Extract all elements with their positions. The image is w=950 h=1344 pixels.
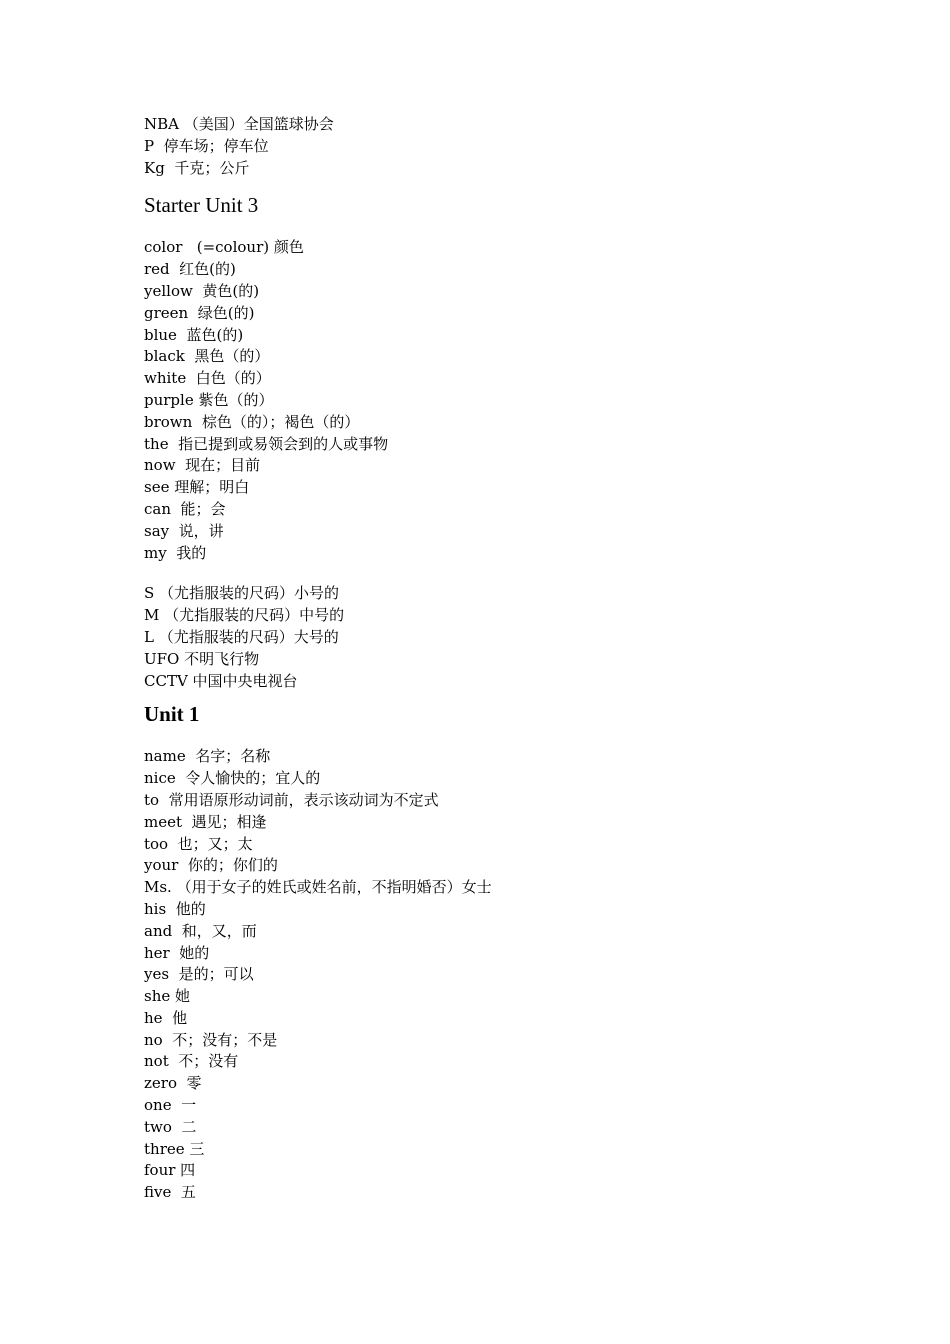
vocab-entry: he 他 xyxy=(144,1008,188,1027)
document-page xyxy=(144,114,844,1204)
vocab-entry: too 也；又；太 xyxy=(144,834,253,853)
vocab-entry: and 和，又，而 xyxy=(144,921,257,940)
vocab-entry: can 能；会 xyxy=(144,499,226,518)
vocab-entry: L （尤指服装的尺码）大号的 xyxy=(144,627,339,646)
vocab-entry: zero 零 xyxy=(144,1074,202,1093)
vocab-entry: his 他的 xyxy=(144,899,206,918)
vocab-entry: her 她的 xyxy=(144,943,210,962)
vocab-entry: red 红色(的) xyxy=(144,260,236,279)
vocab-entry: now 现在；目前 xyxy=(144,456,261,475)
vocab-entry: white 白色（的） xyxy=(144,369,271,388)
vocab-entry: yellow 黄色(的) xyxy=(144,281,260,300)
vocab-entry: S （尤指服装的尺码）小号的 xyxy=(144,584,340,603)
unit-1-entries xyxy=(144,746,844,1204)
vocab-entry: blue 蓝色(的) xyxy=(144,325,244,344)
section-heading-starter-unit-3: Starter Unit 3 xyxy=(144,193,259,218)
vocab-entry: nice 令人愉快的；宜人的 xyxy=(144,769,321,788)
vocab-entry: color (=colour) 颜色 xyxy=(144,238,304,257)
vocab-entry: four 四 xyxy=(144,1161,196,1180)
vocab-entry: five 五 xyxy=(144,1183,196,1202)
vocab-entry: say 说，讲 xyxy=(144,521,224,540)
vocab-entry: the 指已提到或易领会到的人或事物 xyxy=(144,434,389,453)
starter-unit-3-abbreviations xyxy=(144,583,844,692)
vocab-entry: CCTV 中国中央电视台 xyxy=(144,671,298,690)
vocab-entry: my 我的 xyxy=(144,543,207,562)
vocab-entry: Ms. （用于女子的姓氏或姓名前，不指明婚否）女士 xyxy=(144,878,492,897)
vocab-entry: not 不；没有 xyxy=(144,1052,239,1071)
starter-unit-3-entries xyxy=(144,237,844,564)
vocab-entry: black 黑色（的） xyxy=(144,347,270,366)
vocab-entry: your 你的；你们的 xyxy=(144,856,278,875)
vocab-entry: brown 棕色（的）；褐色（的） xyxy=(144,412,360,431)
vocab-entry: name 名字；名称 xyxy=(144,747,271,766)
block-spacer xyxy=(144,564,844,583)
vocab-entry: yes 是的；可以 xyxy=(144,965,254,984)
vocab-entry: green 绿色(的) xyxy=(144,303,255,322)
vocab-entry: meet 遇见；相逢 xyxy=(144,812,267,831)
vocab-entry: M （尤指服装的尺码）中号的 xyxy=(144,606,345,625)
vocab-entry: one 一 xyxy=(144,1096,197,1115)
vocab-entry: to 常用语原形动词前，表示该动词为不定式 xyxy=(144,790,439,809)
vocab-entry: two 二 xyxy=(144,1117,197,1136)
vocab-entry: P 停车场；停车位 xyxy=(144,136,269,155)
vocab-entry: she 她 xyxy=(144,987,191,1006)
vocab-entry: no 不；没有；不是 xyxy=(144,1030,278,1049)
section-heading-unit-1: Unit 1 xyxy=(144,702,200,727)
vocab-entry: Kg 千克；公斤 xyxy=(144,158,250,177)
vocab-entry: three 三 xyxy=(144,1139,205,1158)
vocab-entry: NBA （美国）全国篮球协会 xyxy=(144,115,334,133)
vocab-entry: UFO 不明飞行物 xyxy=(144,649,260,668)
top-entries xyxy=(144,114,844,179)
vocab-entry: see 理解；明白 xyxy=(144,478,250,497)
vocab-entry: purple 紫色（的） xyxy=(144,390,274,409)
